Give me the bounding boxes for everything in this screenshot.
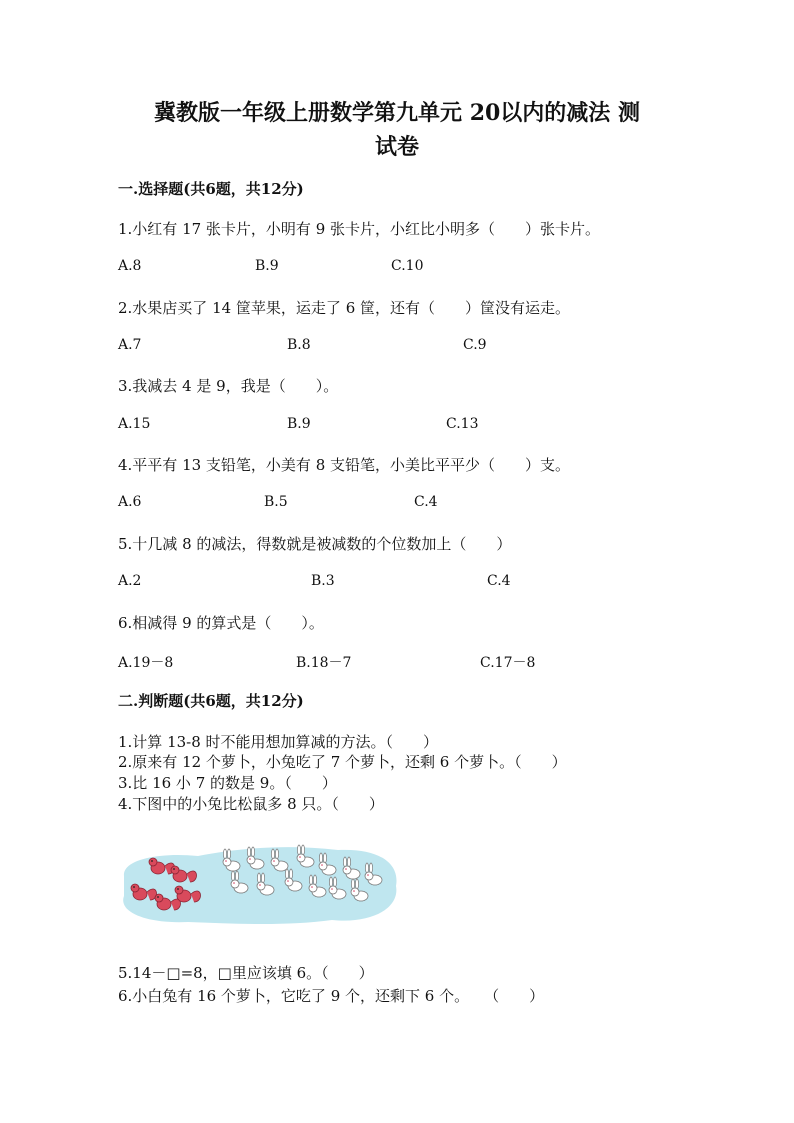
- squirrels-and-rabbits-picture: [118, 838, 400, 926]
- question-1-option-a: A.8: [118, 258, 142, 274]
- question-4-option-b: B.5: [264, 494, 288, 510]
- judgement-item-2: 2.原来有 12 个萝卜，小兔吃了 7 个萝卜，还剩 6 个萝卜。（ ）: [118, 753, 567, 771]
- question-2-stem: 2.水果店买了 14 筐苹果，运走了 6 筐，还有（ ）筐没有运走。: [118, 299, 571, 317]
- question-2-option-a: A.7: [118, 337, 142, 353]
- question-3-option-a: A.15: [118, 416, 151, 432]
- question-6-option-b: B.18－7: [296, 655, 352, 671]
- judgement-item-3: 3.比 16 小 7 的数是 9。（ ）: [118, 774, 337, 792]
- question-6-stem: 6.相减得 9 的算式是（ ）。: [118, 614, 324, 632]
- question-1-stem: 1.小红有 17 张卡片，小明有 9 张卡片，小红比小明多（ ）张卡片。: [118, 220, 601, 238]
- question-6-option-a: A.19－8: [118, 655, 174, 671]
- judgement-item-4: 4.下图中的小兔比松鼠多 8 只。（ ）: [118, 795, 384, 813]
- question-3-stem: 3.我减去 4 是 9，我是（ ）。: [118, 377, 339, 395]
- judgement-item-6: 6.小白兔有 16 个萝卜，它吃了 9 个，还剩下 6 个。 （ ）: [118, 987, 545, 1005]
- question-3-option-c: C.13: [446, 416, 479, 432]
- judgement-item-5: 5.14－□=8，□里应该填 6。（ ）: [118, 964, 374, 982]
- section-heading-judgement: 二.判断题(共6题，共12分): [118, 692, 304, 710]
- question-2-option-b: B.8: [287, 337, 311, 353]
- page-title-line1: 冀教版一年级上册数学第九单元 20以内的减法 测: [154, 100, 640, 126]
- question-5-option-a: A.2: [118, 573, 142, 589]
- question-4-option-a: A.6: [118, 494, 142, 510]
- question-4-stem: 4.平平有 13 支铅笔，小美有 8 支铅笔，小美比平平少（ ）支。: [118, 456, 571, 474]
- question-1-option-b: B.9: [255, 258, 279, 274]
- question-3-option-b: B.9: [287, 416, 311, 432]
- question-1-option-c: C.10: [391, 258, 424, 274]
- section-heading-choice: 一.选择题(共6题，共12分): [118, 180, 304, 198]
- judgement-item-1: 1.计算 13-8 时不能用想加算减的方法。（ ）: [118, 733, 439, 751]
- page-title-line2: 试卷: [374, 134, 419, 160]
- question-5-option-b: B.3: [311, 573, 335, 589]
- question-6-option-c: C.17－8: [480, 655, 536, 671]
- question-2-option-c: C.9: [463, 337, 487, 353]
- question-5-option-c: C.4: [487, 573, 511, 589]
- question-5-stem: 5.十几减 8 的减法，得数就是被减数的个位数加上（ ）: [118, 535, 512, 553]
- question-4-option-c: C.4: [414, 494, 438, 510]
